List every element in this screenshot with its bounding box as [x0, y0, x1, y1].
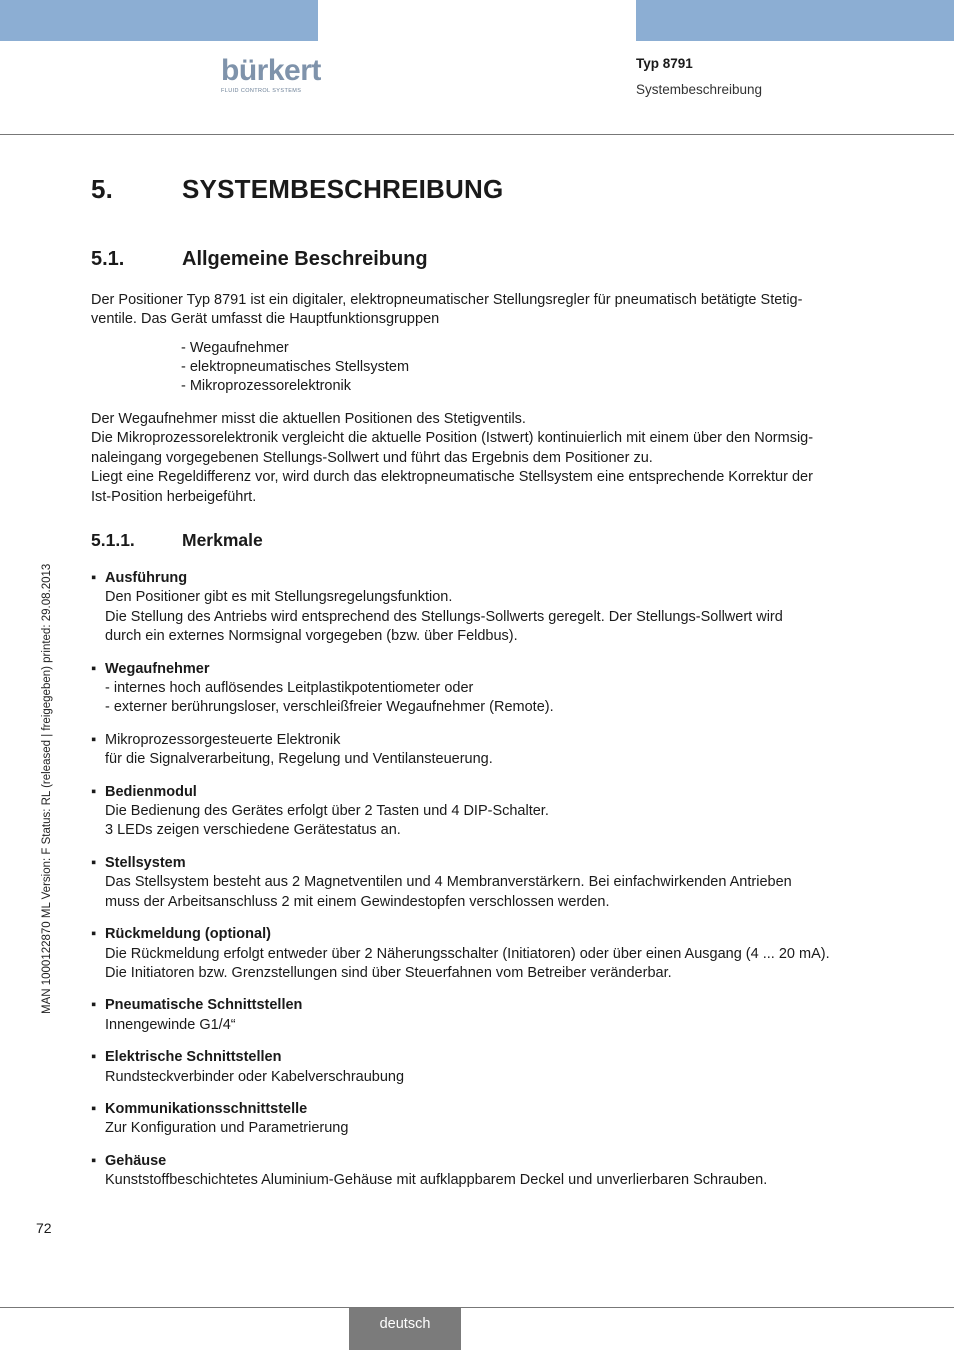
- chapter-title: SYSTEMBESCHREIBUNG: [182, 174, 504, 204]
- feature-text: Den Positioner gibt es mit Stellungsregelungsfunktion.: [105, 589, 453, 606]
- feature-item: [91, 731, 866, 770]
- feature-text: für die Signalverarbeitung, Regelung und Ventilansteuerung.: [105, 751, 493, 768]
- feature-text: 3 LEDs zeigen verschiedene Gerätestatus an.: [105, 822, 401, 839]
- feature-text: Kunststoffbeschichtetes Aluminium-Gehäuse mit aufklappbarem Deckel und unverlierbaren Schrauben.: [105, 1172, 768, 1189]
- feature-text: durch ein externes Normsignal vorgegeben (bzw. über Feldbus).: [105, 628, 518, 645]
- feature-title: Wegaufnehmer: [105, 660, 210, 677]
- document-type: Typ 8791: [636, 56, 693, 71]
- feature-item: [91, 925, 866, 983]
- subsection-number: 5.1.1.: [91, 530, 135, 550]
- intro-line: Der Positioner Typ 8791 ist ein digitaler, elektropneumatischer Stellungsregler für pneumatisch betätigte Stetig-: [91, 292, 803, 308]
- header-bar-right: [636, 0, 954, 41]
- section-heading: [91, 248, 428, 271]
- feature-item: [91, 660, 866, 718]
- feature-title: Gehäuse: [105, 1152, 167, 1169]
- section-title: Allgemeine Beschreibung: [182, 248, 428, 270]
- function-group-list: [181, 339, 409, 397]
- language-tab: deutsch: [349, 1308, 461, 1350]
- intro-paragraph: [91, 291, 866, 330]
- bullet-icon: ▪: [91, 1100, 97, 1117]
- page-number: 72: [36, 1220, 52, 1236]
- document-meta-sidebar: MAN 1000122870 ML Version: F Status: RL (released | freigegeben) printed: 29.08.2013: [41, 563, 53, 1014]
- description-line: naleingang vorgegebenen Stellungs-Sollwert und führt das Ergebnis dem Positioner zu.: [91, 449, 653, 466]
- feature-item: [91, 1100, 866, 1139]
- description-line: Ist-Position herbeigeführt.: [91, 488, 257, 505]
- feature-item: [91, 1048, 866, 1087]
- bullet-icon: ▪: [91, 1049, 97, 1066]
- feature-title: Ausführung: [105, 570, 188, 586]
- chapter-heading: [91, 174, 503, 205]
- feature-title: Mikroprozessorgesteuerte Elektronik: [105, 731, 341, 748]
- feature-text: Zur Konfiguration und Parametrierung: [105, 1120, 349, 1137]
- feature-item: [91, 854, 866, 912]
- bullet-icon: ▪: [91, 997, 97, 1014]
- feature-title: Kommunikationsschnittstelle: [105, 1100, 308, 1117]
- intro-line: ventile. Das Gerät umfasst die Hauptfunktionsgruppen: [91, 311, 440, 328]
- feature-text: Das Stellsystem besteht aus 2 Magnetventilen und 4 Membranverstärkern. Bei einfachwirkenden Antrieben: [105, 874, 792, 891]
- footer-divider: [0, 1307, 954, 1308]
- feature-text: Die Bedienung des Gerätes erfolgt über 2 Tasten und 4 DIP-Schalter.: [105, 803, 549, 820]
- section-number: 5.1.: [91, 248, 125, 270]
- description-line: Der Wegaufnehmer misst die aktuellen Positionen des Stetigventils.: [91, 411, 526, 427]
- subsection-title: Merkmale: [182, 530, 263, 550]
- header-divider: [0, 134, 954, 135]
- function-group-item: - Mikroprozessorelektronik: [181, 378, 352, 395]
- feature-text: Die Rückmeldung erfolgt entweder über 2 Näherungsschalter (Initiatoren) oder über einen Ausgang (4 ... 20 mA).: [105, 945, 830, 962]
- function-group-item: - elektropneumatisches Stellsystem: [181, 359, 410, 376]
- buerkert-logo: [221, 56, 321, 94]
- feature-list: [91, 569, 866, 1191]
- feature-title: Elektrische Schnittstellen: [105, 1049, 282, 1066]
- feature-text: Innengewinde G1/4“: [105, 1016, 236, 1033]
- description-line: Liegt eine Regeldifferenz vor, wird durch das elektropneumatische Stellsystem eine entsprechende Korrektur der: [91, 469, 813, 486]
- logo-subtitle: FLUID CONTROL SYSTEMS: [221, 88, 302, 94]
- feature-title: Bedienmodul: [105, 783, 197, 800]
- bullet-icon: ▪: [91, 854, 97, 871]
- description-line: Die Mikroprozessorelektronik vergleicht die aktuelle Position (Istwert) kontinuierlich mit einem über den Normsig-: [91, 430, 814, 447]
- bullet-icon: ▪: [91, 926, 97, 943]
- header-bar-left: [0, 0, 318, 41]
- feature-text: Die Stellung des Antriebs wird entsprechend des Stellungs-Sollwerts geregelt. Der Stellungs-Sollwert wird: [105, 608, 783, 625]
- bullet-icon: ▪: [91, 660, 97, 677]
- feature-text: - externer berührungsloser, verschleißfreier Wegaufnehmer (Remote).: [105, 699, 554, 716]
- description-paragraph: [91, 410, 866, 507]
- feature-title: Pneumatische Schnittstellen: [105, 997, 303, 1014]
- feature-text: - internes hoch auflösendes Leitplastikpotentiometer oder: [105, 680, 474, 697]
- feature-text: Die Initiatoren bzw. Grenzstellungen sind über Steuerfahnen vom Betreiber veränderbar.: [105, 964, 672, 981]
- feature-item: [91, 1152, 866, 1191]
- bullet-icon: ▪: [91, 783, 97, 800]
- feature-title: Stellsystem: [105, 854, 186, 871]
- feature-item: [91, 783, 866, 841]
- function-group-item: - Wegaufnehmer: [181, 340, 289, 356]
- bullet-icon: ▪: [91, 731, 97, 748]
- logo-wordmark: bürkert: [221, 54, 321, 87]
- subsection-heading: [91, 530, 263, 551]
- bullet-icon: ▪: [91, 1152, 97, 1169]
- feature-text: muss der Arbeitsanschluss 2 mit einem Gewindestopfen verschlossen werden.: [105, 893, 610, 910]
- document-section: Systembeschreibung: [636, 82, 763, 97]
- bullet-icon: ▪: [91, 570, 97, 586]
- feature-item: [91, 996, 866, 1035]
- feature-title: Rückmeldung (optional): [105, 926, 271, 943]
- feature-item: [91, 569, 866, 647]
- feature-text: Rundsteckverbinder oder Kabelverschraubung: [105, 1068, 405, 1085]
- chapter-number: 5.: [91, 174, 114, 204]
